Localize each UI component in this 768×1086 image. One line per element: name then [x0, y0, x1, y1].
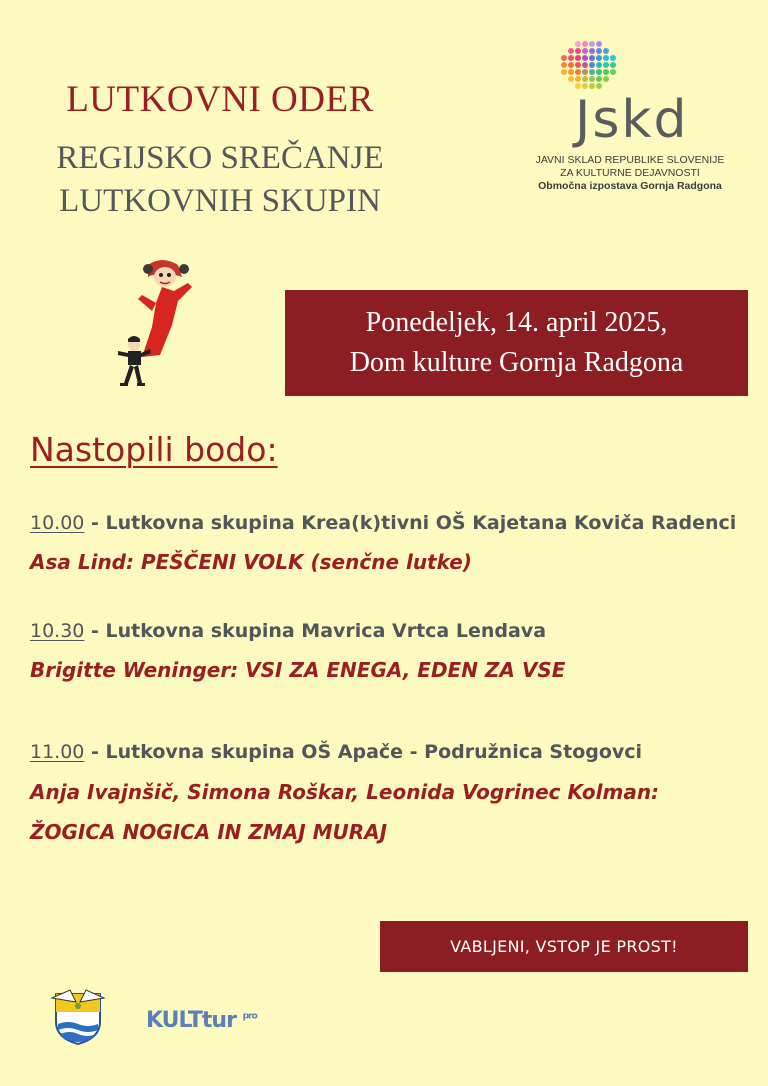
program-heading: Nastopili bodo:: [30, 430, 278, 469]
performance-1-title: Asa Lind: PEŠČENI VOLK (senčne lutke): [30, 550, 472, 574]
performance-1-time: 10.00: [30, 512, 85, 534]
jskd-logo-line1: JAVNI SKLAD REPUBLIKE SLOVENIJE: [535, 154, 725, 166]
municipality-coat-of-arms: [48, 988, 108, 1046]
jskd-logo-line2: ZA KULTURNE DEJAVNOSTI: [560, 167, 700, 179]
event-subtitle-line1: REGIJSKO SREČANJE: [56, 140, 384, 176]
event-date: Ponedeljek, 14. april 2025,: [365, 307, 668, 338]
performance-2-line: [30, 620, 546, 642]
performance-2-group: - Lutkovna skupina Mavrica Vrtca Lendava: [84, 620, 547, 642]
jskd-logo-line3: Območna izpostava Gornja Radgona: [538, 180, 722, 192]
performance-2-time: 10.30: [30, 620, 85, 642]
event-title: LUTKOVNI ODER: [66, 79, 374, 120]
performance-2-title: Brigitte Weninger: VSI ZA ENEGA, EDEN ZA VSE: [30, 658, 566, 682]
jskd-logo-text: Jskd: [575, 90, 689, 150]
performance-3-time: 11.00: [30, 741, 85, 763]
performance-3-line: [30, 741, 642, 763]
event-date-venue-box: [285, 290, 748, 396]
event-subtitle-line2: LUTKOVNIH SKUPIN: [59, 183, 381, 219]
jskd-pixel-logo: [560, 40, 616, 96]
event-venue: Dom kulture Gornja Radgona: [349, 347, 684, 378]
performance-1-group: - Lutkovna skupina Krea(k)tivni OŠ Kajetana Koviča Radenci: [84, 512, 737, 534]
performance-3-title-line1: Anja Ivajnšič, Simona Roškar, Leonida Vogrinec Kolman:: [30, 780, 660, 804]
puppet-illustration: [112, 255, 202, 395]
performance-1-line: [30, 512, 736, 534]
free-entry-notice: VABLJENI, VSTOP JE PROST!: [380, 921, 748, 972]
kultur-logo: [146, 1008, 257, 1033]
kultur-logo-small: pro: [242, 1011, 257, 1022]
performance-3-group: - Lutkovna skupina OŠ Apače - Podružnica Stogovci: [84, 741, 643, 763]
performance-3-title-line2: ŽOGICA NOGICA IN ZMAJ MURAJ: [30, 820, 388, 844]
kultur-logo-text: KULTtur: [146, 1008, 236, 1033]
